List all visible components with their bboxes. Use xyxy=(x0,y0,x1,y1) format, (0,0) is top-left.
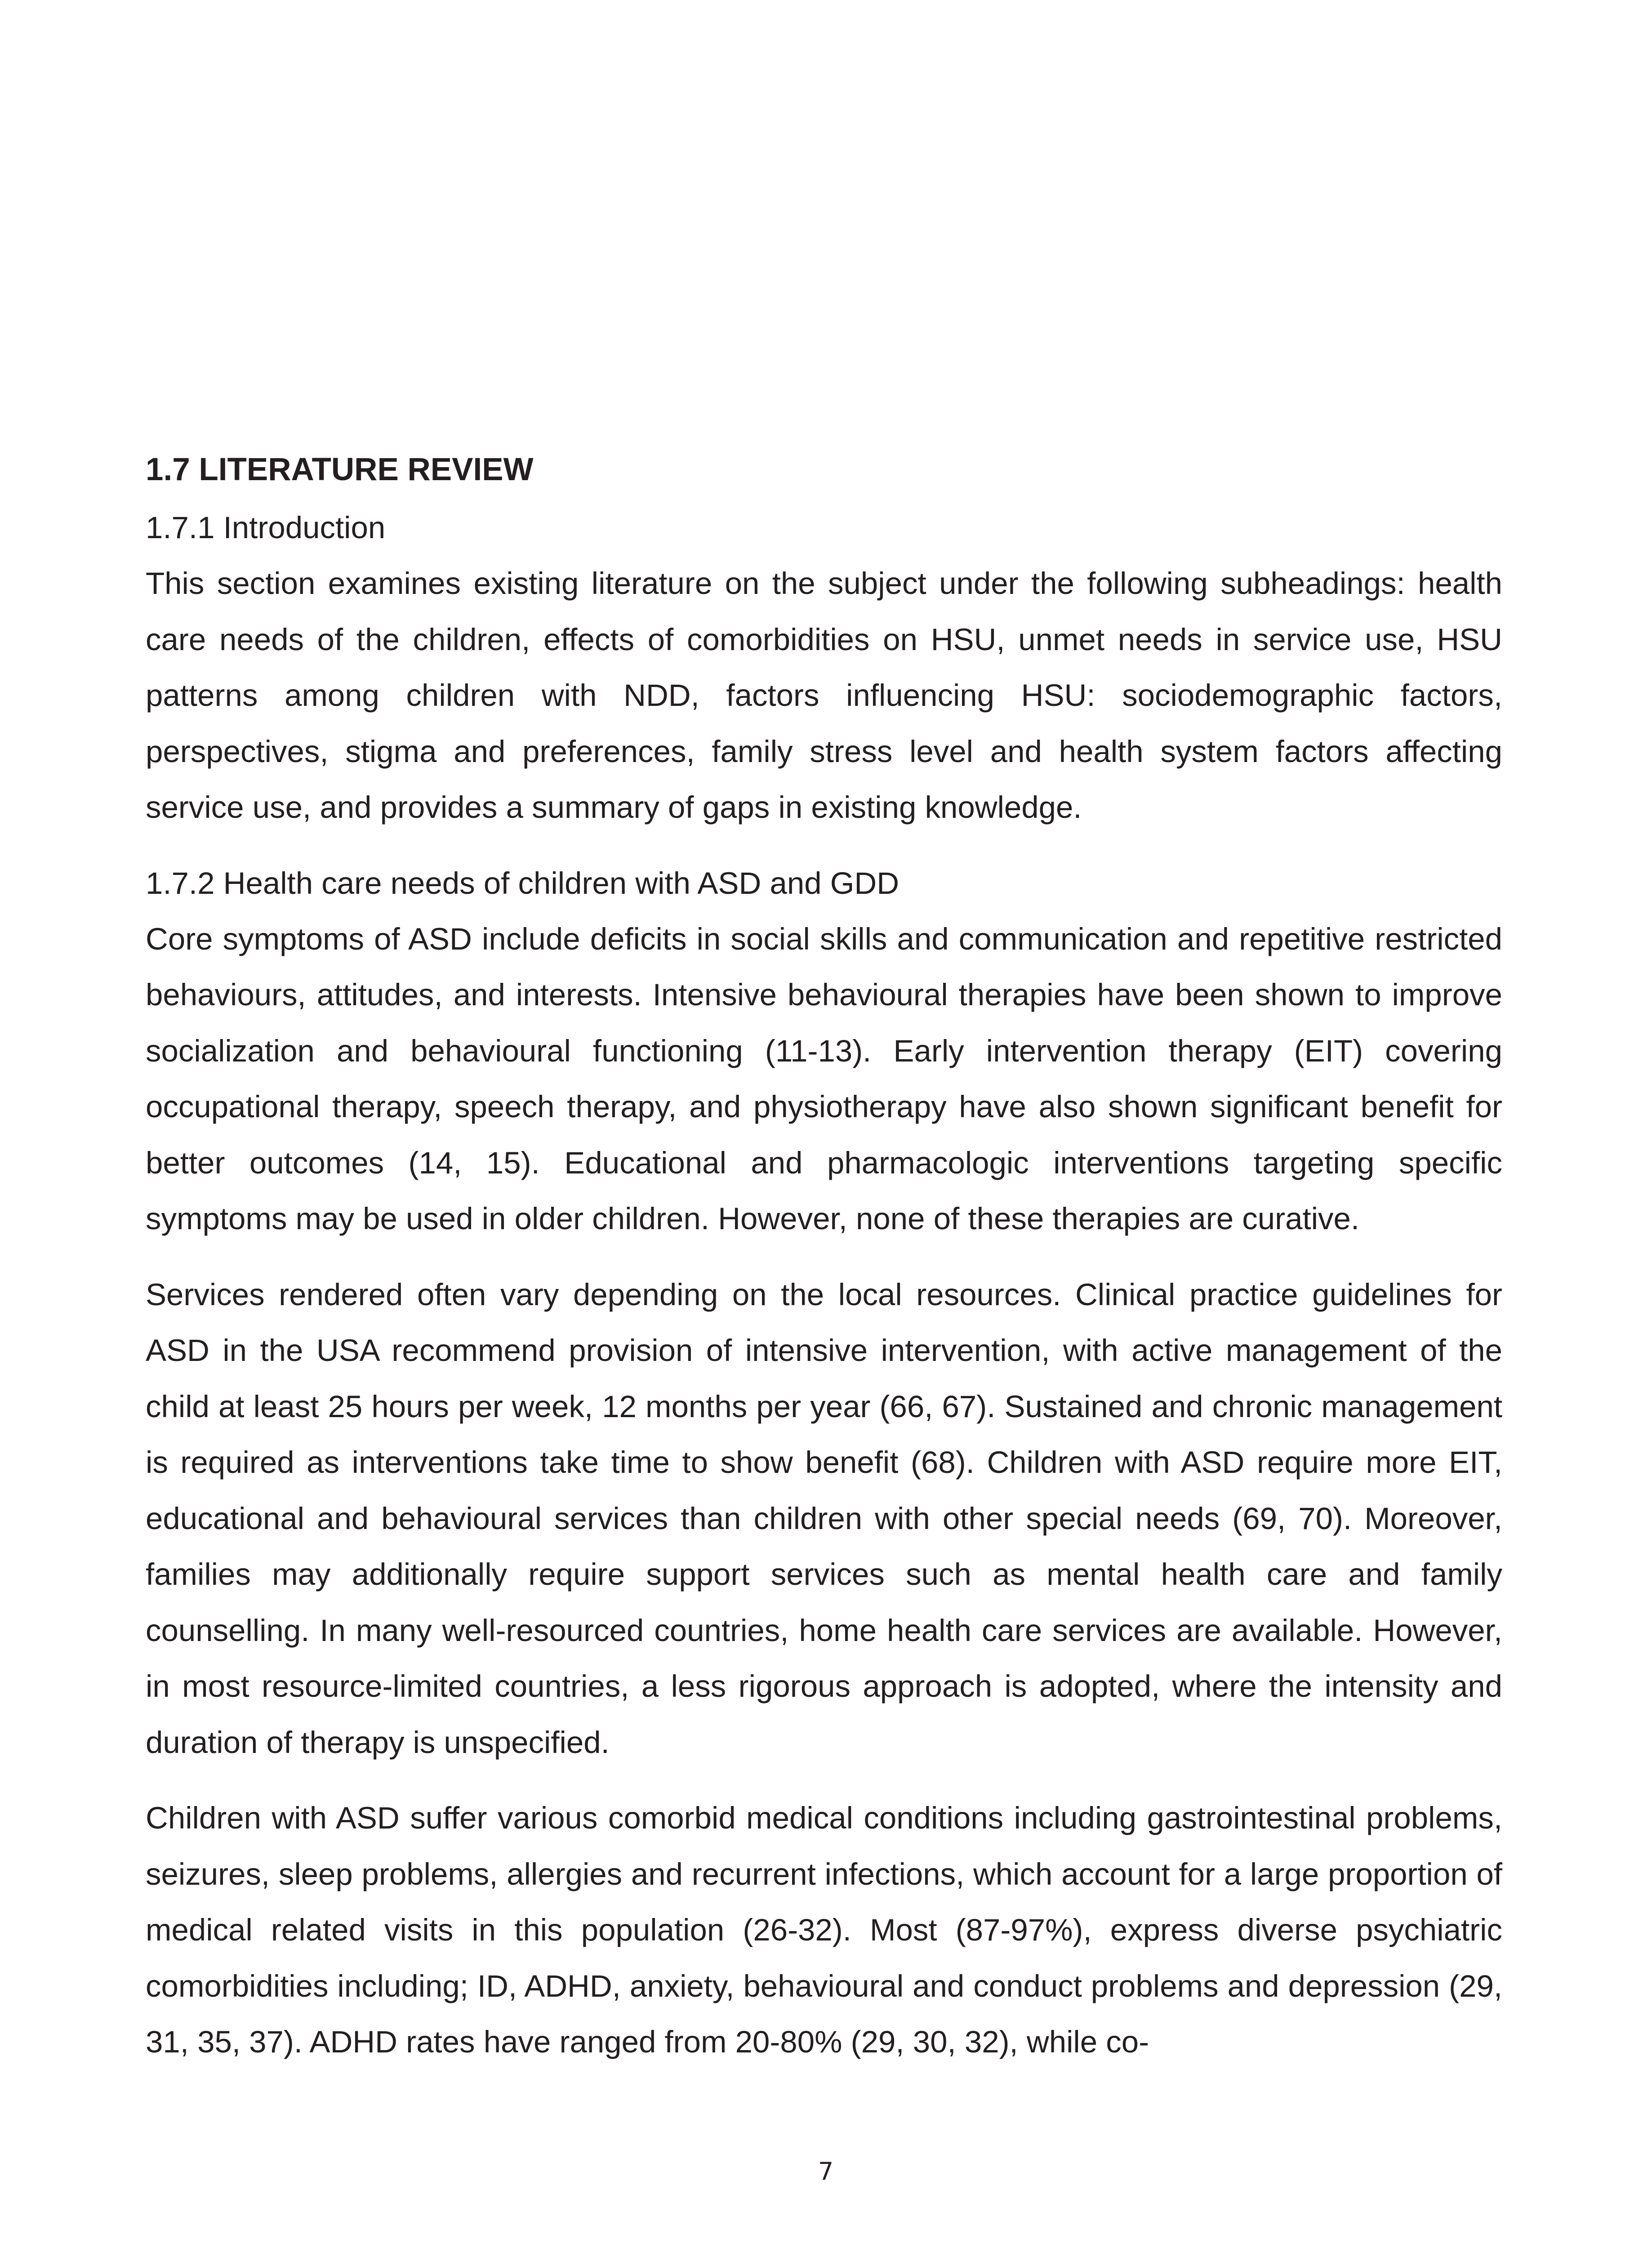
section-heading: 1.7 LITERATURE REVIEW xyxy=(146,452,534,487)
subsection-title-introduction: 1.7.1 Introduction xyxy=(146,510,386,545)
paragraph-services-rendered: Services rendered often vary depending on the local resources. Clinical practice guidelines for ASD in the USA recommend provision of intensive intervention, with active management of the child at least 25 hours per week, 12 months per year (66, 67). Sustained and chronic management is required as interventions take time to show benefit (68). Children with ASD require more EIT, educational and behavioural services than children with other special needs (69, 70). Moreover, families may additionally require support services such as mental health care and family counselling. In many well-resourced countries, home health care services are available. However, in most resource-limited countries, a less rigorous approach is adopted, where the intensity and duration of therapy is unspecified. xyxy=(146,1277,1502,1760)
subsection-title-health-care-needs: 1.7.2 Health care needs of children with ASD and GDD xyxy=(146,865,899,901)
paragraph-core-symptoms: Core symptoms of ASD include deficits in social skills and communication and repetitive restricted behaviours, attitudes, and interests. Intensive behavioural therapies have been shown to improve socialization and behavioural functioning (11-13). Early intervention therapy (EIT) covering occupational therapy, speech therapy, and physiotherapy have also shown significant benefit for better outcomes (14, 15). Educational and pharmacologic interventions targeting specific symptoms may be used in older children. However, none of these therapies are curative. xyxy=(146,921,1502,1236)
paragraph-comorbidities: Children with ASD suffer various comorbid medical conditions including gastrointestinal problems, seizures, sleep problems, allergies and recurrent infections, which account for a large proportion of medical related visits in this population (26-32). Most (87-97%), express diverse psychiatric comorbidities including; ID, ADHD, anxiety, behavioural and conduct problems and depression (29, 31, 35, 37). ADHD rates have ranged from 20-80% (29, 30, 32), while co- xyxy=(146,1801,1502,2059)
paragraph-introduction: This section examines existing literature on the subject under the following subheadings: health care needs of the children, effects of comorbidities on HSU, unmet needs in service use, HSU patterns among children with NDD, factors influencing HSU: sociodemographic factors, perspectives, stigma and preferences, family stress level and health system factors affecting service use, and provides a summary of gaps in existing knowledge. xyxy=(146,566,1502,825)
page-body xyxy=(146,445,1502,2090)
page-number: 7 xyxy=(818,2157,834,2186)
